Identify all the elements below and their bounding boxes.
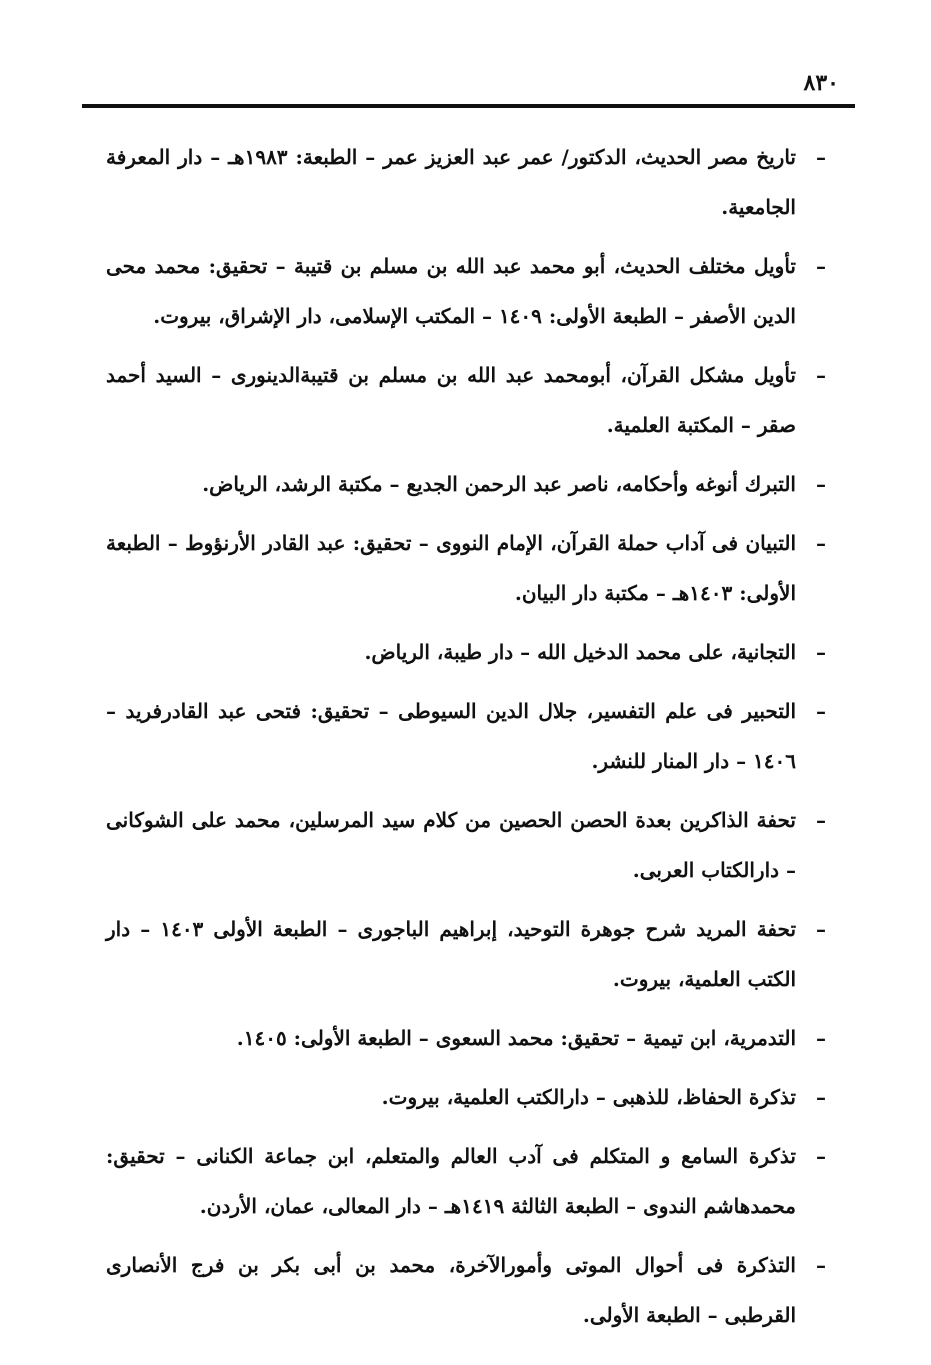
entry-dash: –	[816, 699, 826, 723]
entry-dash: –	[816, 472, 826, 496]
bibliography-entry	[106, 1072, 826, 1122]
bibliography-entry	[106, 1240, 826, 1340]
entry-dash: –	[816, 145, 826, 169]
entry-text: التبرك أنوغه وأحكامه، ناصر عبد الرحمن الجديع – مكتبة الرشد، الرياض.	[202, 472, 796, 496]
bibliography-entry	[106, 686, 826, 786]
entry-text: تحفة المريد شرح جوهرة التوحيد، إبراهيم الباجورى – الطبعة الأولى ١٤٠٣ – دار الكتب العلمية، بيروت.	[106, 917, 797, 991]
entry-text: التدمرية، ابن تيمية – تحقيق: محمد السعوى – الطبعة الأولى: ١٤٠٥.	[236, 1026, 796, 1050]
entry-text: التحبير فى علم التفسير، جلال الدين السيوطى – تحقيق: فتحى عبد القادرفريد – ١٤٠٦ – دار المنار للنشر.	[106, 699, 796, 773]
header-rule	[82, 104, 855, 108]
entry-dash: –	[816, 1253, 826, 1277]
entry-dash: –	[816, 808, 826, 832]
entry-text: التجانية، على محمد الدخيل الله – دار طيبة، الرياض.	[364, 640, 796, 664]
bibliography-entry	[106, 627, 826, 677]
bibliography-entry	[106, 241, 826, 341]
entry-text: تأويل مختلف الحديث، أبو محمد عبد الله بن مسلم بن قتيبة – تحقيق: محمد محى الدين الأصفر – الطبعة الأولى: ١٤٠٩ – المكتب الإسلامى، دار الإشراق، بيروت.	[106, 254, 796, 328]
entry-text: تحفة الذاكرين بعدة الحصن الحصين من كلام سيد المرسلين، محمد على الشوكانى – دارالكتاب العربى.	[106, 808, 797, 882]
entry-dash: –	[816, 917, 826, 941]
entry-text: تأويل مشكل القرآن، أبومحمد عبد الله بن مسلم بن قتيبةالدينورى – السيد أحمد صقر – المكتبة العلمية.	[106, 363, 796, 437]
entry-dash: –	[816, 1144, 826, 1168]
entry-dash: –	[816, 363, 826, 387]
entry-dash: –	[816, 531, 826, 555]
bibliography-list	[106, 132, 826, 1349]
bibliography-entry	[106, 518, 826, 618]
entry-dash: –	[816, 1026, 826, 1050]
entry-dash: –	[816, 1085, 826, 1109]
entry-dash: –	[816, 640, 826, 664]
entry-text: التذكرة فى أحوال الموتى وأمورالآخرة، محمد بن أبى بكر بن فرج الأنصارى القرطبى – الطبعة الأولى.	[106, 1253, 796, 1327]
bibliography-entry	[106, 904, 826, 1004]
entry-dash: –	[816, 254, 826, 278]
entry-text: تذكرة السامع و المتكلم فى آدب العالم والمتعلم، ابن جماعة الكنانى – تحقيق: محمدهاشم الندوى – الطبعة الثالثة ١٤١٩هـ – دار المعالى، عمان، الأردن.	[106, 1144, 796, 1218]
entry-text: تذكرة الحفاظ، للذهبى – دارالكتب العلمية، بيروت.	[381, 1085, 796, 1109]
bibliography-entry	[106, 350, 826, 450]
page-number: ٨٣٠	[803, 70, 839, 96]
bibliography-entry	[106, 459, 826, 509]
bibliography-entry	[106, 132, 826, 232]
bibliography-entry	[106, 795, 826, 895]
bibliography-entry	[106, 1013, 826, 1063]
entry-text: تاريخ مصر الحديث، الدكتور/ عمر عبد العزيز عمر – الطبعة: ١٩٨٣هـ – دار المعرفة الجامعية.	[106, 145, 796, 219]
bibliography-entry	[106, 1131, 826, 1231]
entry-text: التبيان فى آداب حملة القرآن، الإمام النووى – تحقيق: عبد القادر الأرنؤوط – الطبعة الأولى: ١٤٠٣هـ – مكتبة دار البيان.	[106, 531, 796, 605]
